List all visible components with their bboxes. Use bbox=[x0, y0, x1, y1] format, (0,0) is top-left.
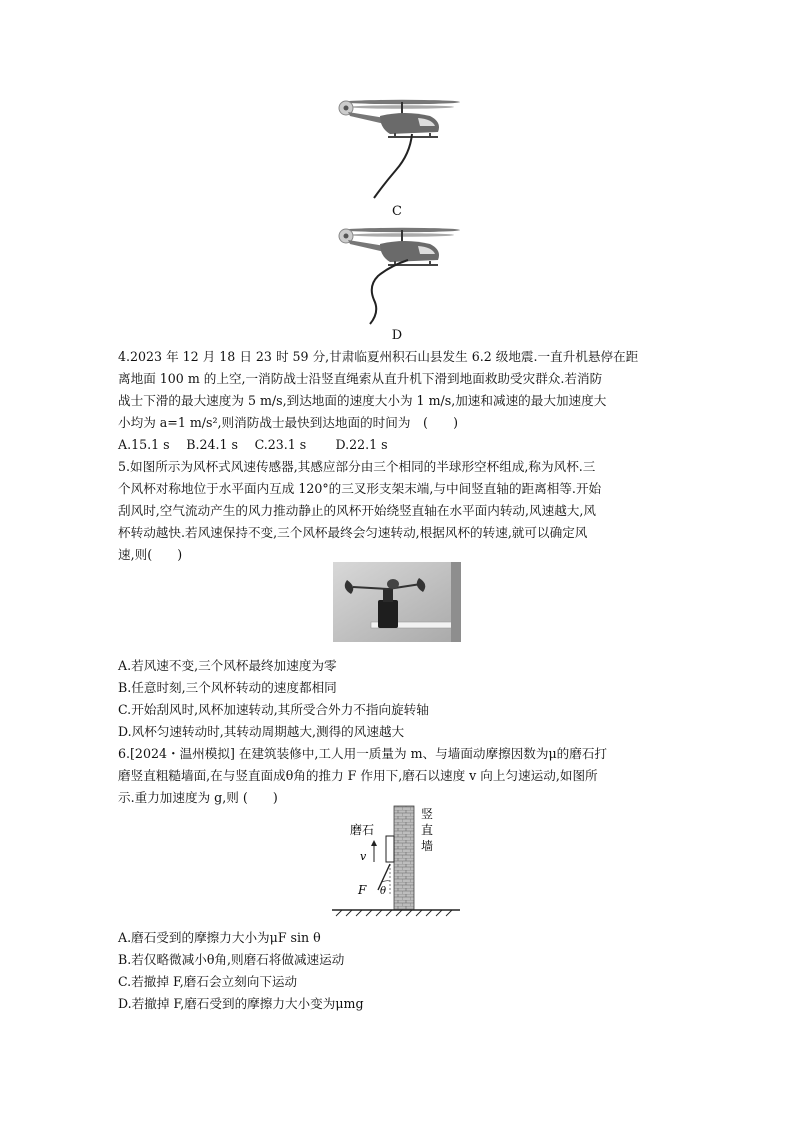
wall-label-1: 竖 bbox=[421, 807, 434, 821]
q6-line-2: 磨竖直粗糙墙面,在与竖直面成θ角的推力 F 作用下,磨石以速度 v 向上匀速运动,如图所 bbox=[118, 768, 598, 783]
helicopter-figure-d bbox=[330, 220, 470, 330]
wall-label-2: 直 bbox=[421, 823, 434, 837]
q6-option-c: C.若撤掉 F,磨石会立刻向下运动 bbox=[118, 974, 298, 989]
q6-option-d: D.若撤掉 F,磨石受到的摩擦力大小变为μmg bbox=[118, 996, 364, 1011]
q4-options: A.15.1 s B.24.1 s C.23.1 s D.22.1 s bbox=[118, 437, 388, 452]
anemometer-photo bbox=[333, 562, 461, 642]
figure-d-label: D bbox=[391, 328, 403, 343]
q4-line-1: 4.2023 年 12 月 18 日 23 时 59 分,甘肃临夏州积石山县发生 6.2 级地震.一直升机悬停在距 bbox=[118, 349, 639, 364]
q5-option-c: C.开始刮风时,风杯加速转动,其所受合外力不指向旋转轴 bbox=[118, 702, 429, 717]
q6-option-b: B.若仅略微减小θ角,则磨石将做减速运动 bbox=[118, 952, 345, 967]
q6-line-1: 6.[2024・温州模拟] 在建筑装修中,工人用一质量为 m、与墙面动摩擦因数为μ的磨石打 bbox=[118, 746, 608, 761]
q5-line-4: 杯转动越快.若风速保持不变,三个风杯最终会匀速转动,根据风杯的转速,就可以确定风 bbox=[118, 525, 588, 540]
wall-label-3: 墙 bbox=[421, 839, 434, 853]
v-label: v bbox=[360, 850, 367, 863]
q5-option-d: D.风杯匀速转动时,其转动周期越大,测得的风速越大 bbox=[118, 724, 405, 739]
q5-option-b: B.任意时刻,三个风杯转动的速度都相同 bbox=[118, 680, 337, 695]
q5-line-5: 速,则( ) bbox=[118, 547, 183, 562]
q5-option-a: A.若风速不变,三个风杯最终加速度为零 bbox=[118, 658, 337, 673]
q4-line-2: 离地面 100 m 的上空,一消防战士沿竖直绳索从直升机下滑到地面救助受灾群众.若消防 bbox=[118, 371, 603, 386]
stone-label: 磨石 bbox=[350, 823, 375, 837]
q5-line-2: 个风杯对称地位于水平面内互成 120°的三叉形支架末端,与中间竖直轴的距离相等.开始 bbox=[118, 481, 602, 496]
f-label: F bbox=[358, 883, 367, 897]
q6-option-a: A.磨石受到的摩擦力大小为μF sin θ bbox=[118, 930, 321, 945]
grinding-stone-diagram bbox=[330, 804, 462, 922]
theta-label: θ bbox=[380, 886, 387, 897]
q6-line-3: 示.重力加速度为 g,则 ( ) bbox=[118, 790, 278, 805]
q5-line-1: 5.如图所示为风杯式风速传感器,其感应部分由三个相同的半球形空杯组成,称为风杯.三 bbox=[118, 459, 596, 474]
figure-c-label: C bbox=[392, 204, 402, 219]
q4-line-3: 战士下滑的最大速度为 5 m/s,到达地面的速度大小为 1 m/s,加速和减速的最大加速度大 bbox=[118, 393, 607, 408]
q5-line-3: 刮风时,空气流动产生的风力推动静止的风杯开始绕竖直轴在水平面内转动,风速越大,风 bbox=[118, 503, 596, 518]
helicopter-figure-c bbox=[330, 92, 470, 202]
q4-line-4: 小均为 a=1 m/s²,则消防战士最快到达地面的时间为 ( ) bbox=[118, 415, 459, 430]
